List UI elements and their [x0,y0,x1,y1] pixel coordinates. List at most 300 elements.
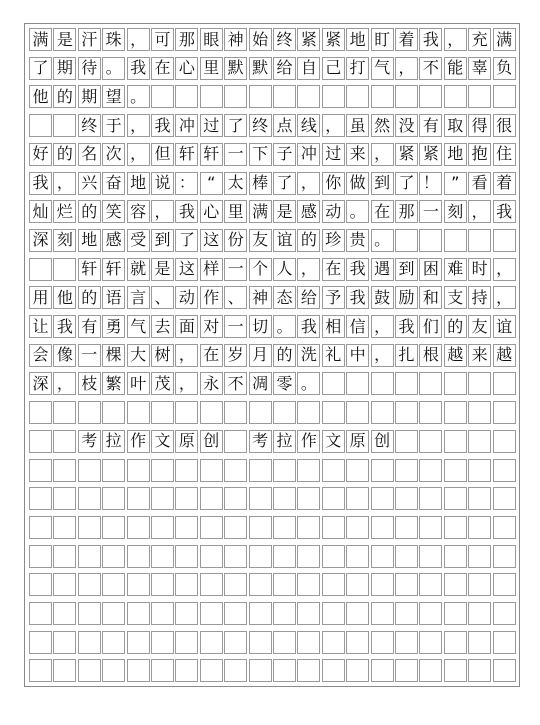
grid-cell [102,545,125,568]
grid-cell: 言 [127,286,150,309]
grid-cell: 刻 [53,229,76,252]
grid-cell: 予 [322,286,345,309]
grid-cell: 和 [419,286,442,309]
grid-row [29,172,517,195]
grid-cell [175,401,198,424]
grid-cell: 轩 [78,258,101,281]
grid-cell: 线 [297,114,320,137]
grid-cell [468,372,491,395]
grid-cell: ， [53,172,76,195]
grid-cell [151,401,174,424]
grid-cell [224,516,247,539]
grid-cell [78,487,101,510]
grid-cell: 气 [127,315,150,338]
grid-cell: 冲 [175,114,198,137]
grid-cell: 越 [493,344,516,367]
grid-cell: 。 [102,57,125,80]
grid-cell: 我 [151,114,174,137]
grid-cell [249,459,272,482]
grid-cell [273,659,296,682]
grid-cell: 持 [468,286,491,309]
grid-cell [297,516,320,539]
grid-cell: 紧 [322,28,345,51]
grid-cell [346,487,369,510]
grid-cell: 我 [127,57,150,80]
grid-cell [29,401,52,424]
grid-cell: 动 [175,286,198,309]
grid-cell [468,545,491,568]
grid-cell: 满 [493,28,516,51]
grid-cell [444,459,467,482]
grid-cell [175,602,198,625]
grid-cell [200,401,223,424]
grid-cell [493,372,516,395]
grid-cell [419,545,442,568]
grid-cell [78,573,101,596]
grid-row [29,659,517,682]
grid-cell [419,659,442,682]
grid-cell [371,401,394,424]
grid-cell [53,430,76,453]
grid-cell [468,573,491,596]
grid-cell [322,487,345,510]
grid-row [29,430,517,453]
grid-cell: 我 [53,315,76,338]
grid-cell: 他 [29,85,52,108]
grid-cell [395,372,418,395]
grid-cell: 切 [249,315,272,338]
grid-cell: 份 [224,229,247,252]
grid-cell: 原 [175,430,198,453]
grid-cell [102,602,125,625]
grid-cell [249,602,272,625]
grid-cell [297,85,320,108]
grid-cell: ， [468,200,491,223]
grid-cell [444,229,467,252]
grid-cell [175,487,198,510]
grid-cell [53,631,76,654]
grid-cell: 盯 [371,28,394,51]
grid-cell [346,372,369,395]
grid-cell [127,459,150,482]
grid-cell: 那 [175,28,198,51]
grid-cell: 枝 [78,372,101,395]
grid-cell: 作 [200,286,223,309]
grid-cell: 根 [419,344,442,367]
grid-row [29,229,517,252]
grid-cell: 下 [249,143,272,166]
grid-cell [493,229,516,252]
grid-cell: 眼 [200,28,223,51]
grid-cell: ： [175,172,198,195]
grid-cell [249,631,272,654]
grid-cell: 奋 [102,172,125,195]
grid-cell: 抱 [468,143,491,166]
grid-cell: 考 [78,430,101,453]
grid-cell [102,573,125,596]
grid-cell [175,516,198,539]
grid-cell [444,602,467,625]
grid-cell: 去 [151,315,174,338]
grid-cell [200,85,223,108]
grid-cell: 不 [224,372,247,395]
grid-cell: 期 [78,85,101,108]
grid-cell [151,545,174,568]
grid-cell [493,631,516,654]
grid-cell [127,516,150,539]
grid-cell: 。 [273,315,296,338]
grid-cell: 地 [346,28,369,51]
grid-cell: 终 [273,28,296,51]
grid-cell [419,85,442,108]
grid-row [29,545,517,568]
grid-cell: 烂 [53,200,76,223]
grid-cell: 。 [127,85,150,108]
grid-cell: 月 [249,344,272,367]
grid-cell: 难 [444,258,467,281]
grid-cell: 困 [419,258,442,281]
grid-cell: 岁 [224,344,247,367]
grid-cell [102,516,125,539]
grid-cell [322,372,345,395]
grid-cell: 容 [127,200,150,223]
grid-cell: 负 [493,57,516,80]
grid-cell: 点 [273,114,296,137]
grid-cell: 轩 [102,258,125,281]
grid-cell: 励 [395,286,418,309]
grid-cell [444,545,467,568]
grid-cell: 我 [297,315,320,338]
grid-cell [249,487,272,510]
grid-cell: 里 [200,57,223,80]
grid-cell: 鼓 [371,286,394,309]
grid-cell: ” [444,172,467,195]
grid-cell: 就 [127,258,150,281]
grid-cell: 这 [200,229,223,252]
grid-cell [175,631,198,654]
grid-cell: ， [297,172,320,195]
grid-cell: 越 [444,344,467,367]
grid-cell: 在 [371,200,394,223]
grid-cell [322,545,345,568]
grid-cell [127,631,150,654]
grid-cell: 对 [200,315,223,338]
grid-cell [493,487,516,510]
grid-cell: 样 [200,258,223,281]
grid-row [29,200,517,223]
grid-cell [419,229,442,252]
grid-cell: “ [200,172,223,195]
grid-cell: 珠 [102,28,125,51]
grid-cell [297,631,320,654]
grid-cell [200,659,223,682]
grid-cell [468,85,491,108]
grid-cell [249,659,272,682]
grid-cell: 是 [151,258,174,281]
grid-cell: 树 [151,344,174,367]
grid-cell: 汗 [78,28,101,51]
grid-cell: 刻 [444,200,467,223]
grid-cell [200,487,223,510]
grid-cell [371,659,394,682]
grid-cell [322,85,345,108]
grid-cell [493,459,516,482]
grid-cell: 感 [297,200,320,223]
grid-cell [395,85,418,108]
grid-cell [322,631,345,654]
grid-cell: 我 [419,28,442,51]
grid-cell: 作 [127,430,150,453]
grid-cell [102,659,125,682]
grid-cell: 次 [102,143,125,166]
grid-cell [493,430,516,453]
grid-cell: 了 [175,229,198,252]
grid-cell [419,430,442,453]
grid-cell [419,459,442,482]
grid-cell [346,602,369,625]
grid-cell [419,372,442,395]
grid-cell: 、 [224,286,247,309]
grid-cell: 神 [224,28,247,51]
grid-cell: 地 [127,172,150,195]
grid-cell: 深 [29,229,52,252]
grid-row [29,401,517,424]
grid-cell: ， [493,286,516,309]
grid-cell [395,487,418,510]
grid-cell: 满 [249,200,272,223]
grid-cell [322,602,345,625]
grid-cell [395,401,418,424]
grid-cell: 叶 [127,372,150,395]
grid-cell [468,602,491,625]
grid-cell [297,459,320,482]
grid-cell [346,545,369,568]
grid-cell: ， [371,143,394,166]
grid-cell: 来 [346,143,369,166]
grid-cell: 来 [468,344,491,367]
grid-cell [444,516,467,539]
grid-cell: 但 [151,143,174,166]
grid-cell [322,516,345,539]
grid-cell: 在 [322,258,345,281]
grid-cell: 轩 [200,143,223,166]
grid-cell [127,602,150,625]
grid-cell [346,459,369,482]
grid-cell [29,114,52,137]
grid-cell [29,602,52,625]
grid-row [29,143,517,166]
grid-cell: 拉 [102,430,125,453]
grid-cell [200,516,223,539]
grid-cell [444,573,467,596]
grid-cell [175,545,198,568]
grid-cell [102,631,125,654]
grid-cell [273,516,296,539]
grid-cell: 人 [273,258,296,281]
grid-cell: 我 [346,286,369,309]
grid-cell [29,487,52,510]
grid-cell [200,545,223,568]
grid-cell [297,602,320,625]
grid-cell [419,401,442,424]
grid-cell [249,85,272,108]
grid-row [29,258,517,281]
grid-cell [175,459,198,482]
grid-cell: 的 [53,143,76,166]
grid-cell: 贵 [346,229,369,252]
grid-cell: 作 [297,430,320,453]
grid-cell: 了 [29,57,52,80]
grid-cell [273,602,296,625]
grid-cell: 心 [175,57,198,80]
grid-cell [29,659,52,682]
grid-cell [395,545,418,568]
grid-cell: 友 [468,315,491,338]
grid-cell [395,573,418,596]
grid-cell [273,573,296,596]
grid-cell [53,602,76,625]
grid-cell [346,659,369,682]
grid-cell: 虽 [346,114,369,137]
grid-cell: 中 [346,344,369,367]
grid-row [29,57,517,80]
grid-cell [371,516,394,539]
grid-cell [224,545,247,568]
grid-cell: 扎 [395,344,418,367]
grid-cell [53,487,76,510]
grid-cell [273,487,296,510]
grid-cell [371,459,394,482]
grid-cell [395,631,418,654]
grid-cell [468,516,491,539]
grid-cell: 我 [346,258,369,281]
grid-cell [224,430,247,453]
grid-cell: 紧 [419,143,442,166]
grid-cell [468,401,491,424]
grid-row [29,516,517,539]
grid-cell [371,631,394,654]
grid-cell [371,602,394,625]
grid-row [29,487,517,510]
grid-cell [444,487,467,510]
grid-cell: 永 [200,372,223,395]
grid-cell [29,459,52,482]
grid-cell: 是 [53,28,76,51]
grid-cell: ， [175,344,198,367]
grid-cell [200,602,223,625]
grid-cell [322,401,345,424]
grid-cell [273,545,296,568]
grid-cell: 着 [395,28,418,51]
grid-cell [53,401,76,424]
grid-cell [346,573,369,596]
grid-cell [297,659,320,682]
grid-cell: 很 [493,114,516,137]
grid-cell: 受 [127,229,150,252]
grid-cell [151,631,174,654]
grid-cell: 我 [395,315,418,338]
grid-cell [371,487,394,510]
grid-cell [346,401,369,424]
grid-cell [346,516,369,539]
grid-cell: 终 [78,114,101,137]
grid-cell: 过 [322,143,345,166]
grid-cell [249,545,272,568]
grid-cell: 的 [78,200,101,223]
grid-cell: 我 [29,172,52,195]
grid-cell: 友 [249,229,272,252]
grid-cell: 凋 [249,372,272,395]
grid-cell: 子 [273,143,296,166]
grid-cell: 名 [78,143,101,166]
grid-cell: ， [444,28,467,51]
grid-cell: 一 [78,344,101,367]
grid-cell [127,573,150,596]
grid-cell [224,401,247,424]
grid-cell: 了 [224,114,247,137]
grid-cell [371,372,394,395]
grid-row [29,114,517,137]
grid-cell: 文 [151,430,174,453]
grid-cell: ， [127,114,150,137]
grid-cell: ， [175,372,198,395]
grid-cell [371,85,394,108]
grid-cell [468,229,491,252]
grid-cell [224,602,247,625]
grid-cell: 个 [249,258,272,281]
grid-cell: 他 [53,286,76,309]
grid-cell [273,85,296,108]
grid-cell [224,459,247,482]
grid-cell: 一 [224,315,247,338]
grid-cell: 轩 [175,143,198,166]
grid-cell: 考 [249,430,272,453]
grid-cell: 大 [127,344,150,367]
grid-cell [102,401,125,424]
grid-cell [371,545,394,568]
grid-cell [127,659,150,682]
grid-cell [493,602,516,625]
grid-cell [224,573,247,596]
grid-cell: 。 [371,229,394,252]
grid-cell: 得 [468,114,491,137]
grid-cell [78,516,101,539]
grid-cell: 充 [468,28,491,51]
grid-cell: ， [322,114,345,137]
grid-cell: 这 [175,258,198,281]
grid-cell: 打 [346,57,369,80]
grid-cell [322,573,345,596]
grid-cell: 会 [29,344,52,367]
grid-cell [78,631,101,654]
grid-cell [297,573,320,596]
grid-cell: 的 [78,286,101,309]
grid-cell [29,516,52,539]
grid-cell: 语 [102,286,125,309]
grid-cell [468,459,491,482]
grid-cell: 好 [29,143,52,166]
grid-cell: 勇 [102,315,125,338]
grid-cell [419,631,442,654]
grid-cell [322,459,345,482]
grid-cell [493,545,516,568]
grid-cell: 相 [322,315,345,338]
grid-cell [444,430,467,453]
grid-cell: 那 [395,200,418,223]
grid-cell [127,545,150,568]
grid-cell: 一 [224,258,247,281]
grid-cell: 我 [175,200,198,223]
